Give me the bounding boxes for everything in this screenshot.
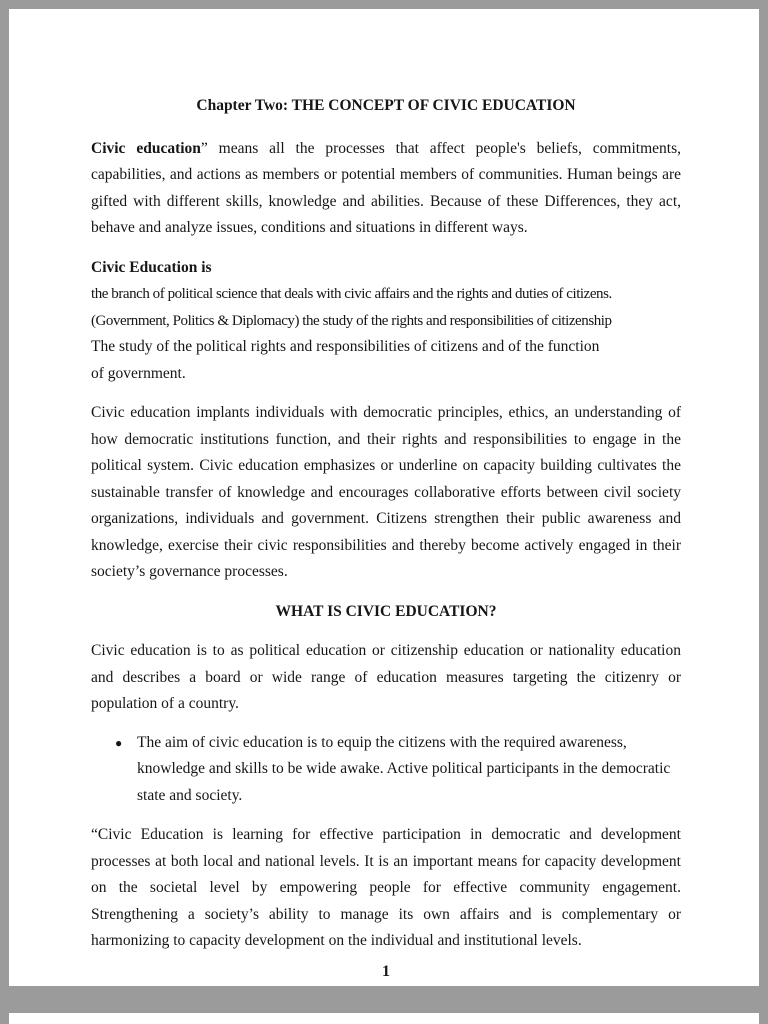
definition-line: of government. [91,364,186,382]
document-page [9,9,759,986]
definition-block [91,281,681,387]
next-page-edge [9,1013,759,1024]
bullet-icon: ● [115,735,123,750]
definition-line: (Government, Politics & Diplomacy) the study of the rights and responsibilities of citizenship [91,312,612,329]
implants-paragraph: Civic education implants individuals with democratic principles, ethics, an understanding of how democratic institutions function, and their rights and responsibilities to engage in the political system. Civic education emphasizes or underline on capacity building cultivates the sustainable transfer of knowledge and encourages collaborative efforts between civil society organizations, individuals and government. Citizens strengthen their public awareness and knowledge, exercise their civic responsibilities and thereby become actively engaged in their society’s governance processes. [91,404,681,580]
section-heading-what-is-civic-education: WHAT IS CIVIC EDUCATION? [275,602,497,620]
quote-paragraph: “Civic Education is learning for effective participation in democratic and development processes at both local and national levels. It is an important means for capacity development on the societal level by empowering people for effective community engagement. Strengthening a society’s ability to manage its own affairs and is complementary or harmonizing to capacity development on the individual and institutional levels. [91,826,681,949]
definition-heading: Civic Education is [91,258,212,276]
intro-body-text: ” means all the processes that affect people's beliefs, commitments, capabilities, and actions as members or potential members of communities. Human beings are gifted with different skills, knowledge and abilities. Because of these Differences, they act, behave and analyze issues, conditions and situations in different ways. [91,139,682,236]
bullet-item [91,730,681,810]
definition-line: the branch of political science that deals with civic affairs and the rights and duties of citizens. [91,286,612,302]
definition-line: The study of the political rights and responsibilities of citizens and of the function [91,338,600,355]
bullet-text: The aim of civic education is to equip the citizens with the required awareness, knowledge and skills to be wide awake. Active political participants in the democratic state and society. [137,733,671,804]
page-number: 1 [382,962,390,980]
intro-paragraph [91,136,681,242]
intro-lead-bold: Civic education [91,139,201,157]
what-paragraph: Civic education is to as political education or citizenship education or nationality education and describes a board or wide range of education measures targeting the citizenry or population of a country. [91,642,681,712]
chapter-title: Chapter Two: THE CONCEPT OF CIVIC EDUCATION [196,97,576,114]
